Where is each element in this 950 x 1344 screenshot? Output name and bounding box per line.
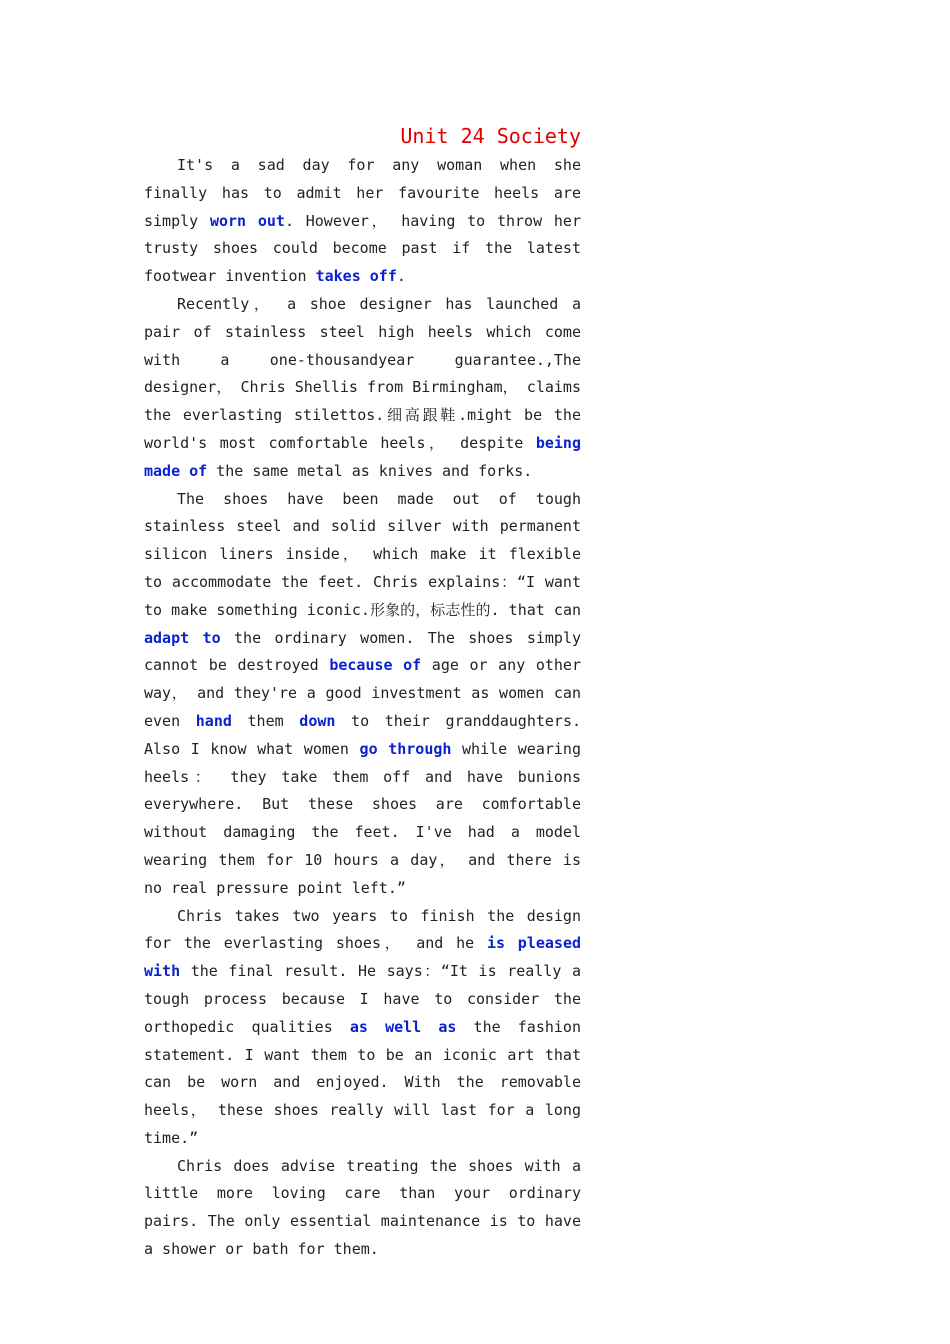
highlighted-phrase: being made of	[144, 433, 581, 480]
highlighted-phrase: go through	[359, 739, 452, 758]
paragraph-text: Chris does advise treating the shoes with a little more loving care than your ordinary pairs. The only essential maintenance is to have a shower or bath for them.	[144, 1156, 581, 1259]
highlighted-phrase: because of	[329, 656, 422, 675]
paragraph-text: the same metal as knives and forks.	[207, 461, 533, 480]
paragraph-text: to their granddaughters. Also I know what women	[144, 711, 582, 758]
paragraph-text: Chris takes two years to finish the design for the everlasting shoes， and he	[144, 906, 581, 953]
highlighted-phrase: as well as	[349, 1017, 457, 1036]
paragraph-text: .	[396, 267, 406, 286]
paragraph-text: while wearing heels： they take them off and have bunions everywhere. But these shoes are comfortable without damaging the feet. I've had a model wearing them for 10 hours a day， and there is no real pressure point left.”	[144, 739, 581, 897]
highlighted-phrase: takes off	[315, 267, 397, 286]
highlighted-phrase: worn out	[209, 211, 285, 230]
paragraph-text: It's a sad day for any woman when she finally has to admit her favourite heels are simply	[144, 156, 581, 230]
paragraph-text: them	[231, 711, 300, 730]
paragraph	[144, 291, 581, 486]
paragraph-text: the ordinary women. The shoes simply cannot be destroyed	[144, 628, 581, 675]
unit-title: Unit 24 Society	[400, 124, 581, 148]
paragraph	[144, 903, 581, 1153]
paragraph-text: The shoes have been made out of tough stainless steel and solid silver with permanent silicon liners inside， which make it flexible to accommodate the feet. Chris explains：“I want to make something iconic.形象的，标志性的. that can	[144, 489, 581, 619]
highlighted-phrase: down	[299, 711, 336, 730]
paragraph	[144, 486, 581, 903]
paragraph-text: Recently， a shoe designer has launched a pair of stainless steel high heels which come with a one-thousandyear guarantee.,The designer， Chris Shellis from Birmingham， claims the everlasting stilettos.细高跟鞋.might be the world's most comfortable heels， despite	[144, 294, 581, 452]
highlighted-phrase: adapt to	[144, 628, 221, 647]
paragraph	[144, 1153, 581, 1264]
paragraph-text: the fashion statement. I want them to be an iconic art that can be worn and enjoyed. With the removable heels， these shoes really will last for a long time.”	[144, 1017, 581, 1147]
highlighted-phrase: hand	[195, 711, 232, 730]
paragraph-text: . However， having to throw her trusty shoes could become past if the latest footwear invention	[144, 211, 581, 286]
paragraph-text: the final result. He says：“It is really a tough process because I have to consider the orthopedic qualities	[144, 962, 581, 1036]
paragraph	[144, 152, 581, 291]
article-body	[144, 152, 581, 1264]
paragraph-text: age or any other way， and they're a good investment as women can even	[144, 656, 581, 730]
highlighted-phrase: is pleased with	[144, 934, 582, 981]
